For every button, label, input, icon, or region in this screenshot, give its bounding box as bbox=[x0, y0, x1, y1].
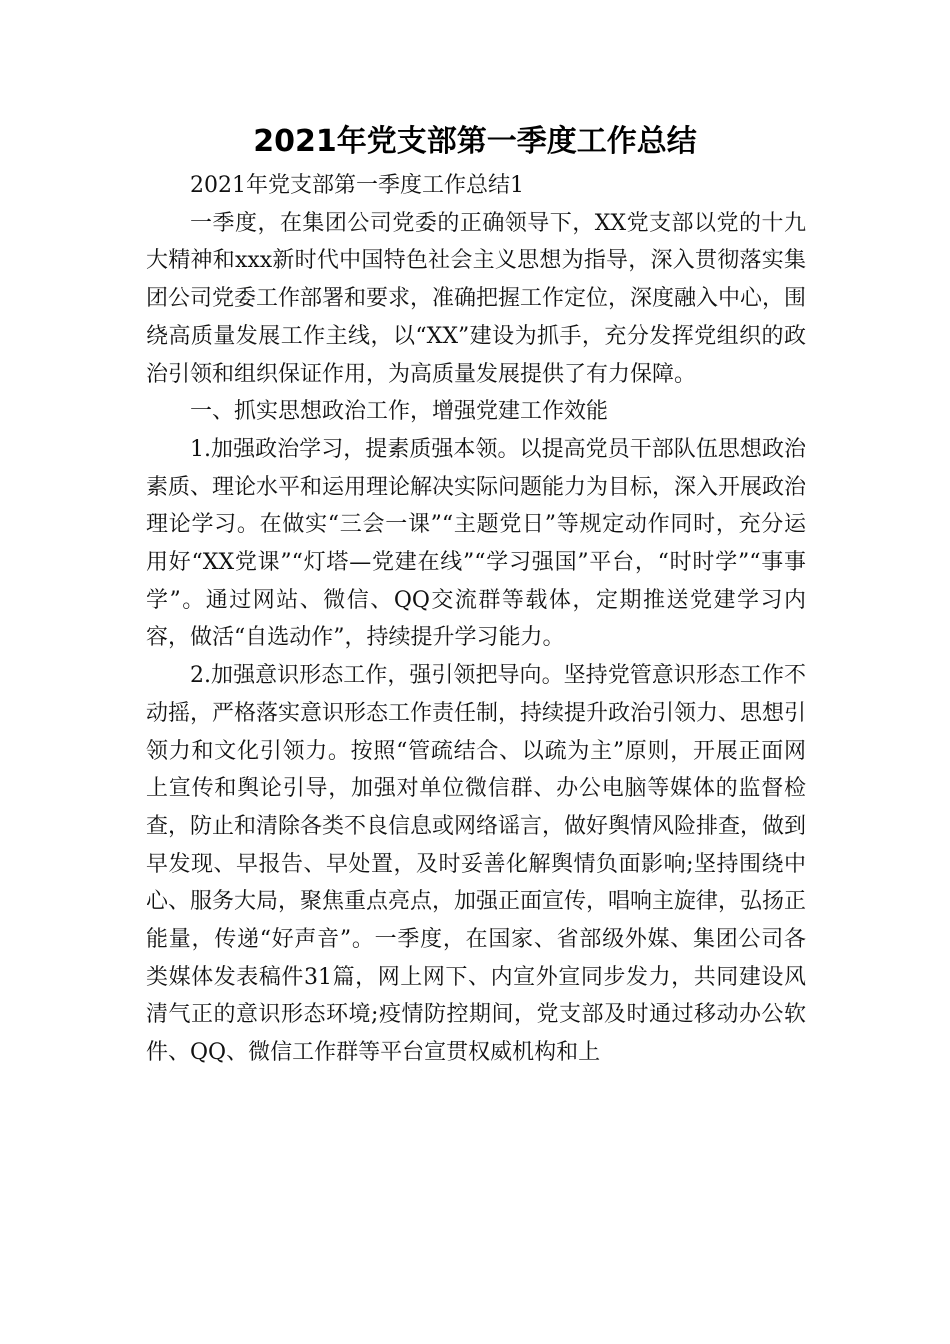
document-body bbox=[146, 167, 806, 1072]
document-title: 2021年党支部第一季度工作总结 bbox=[253, 124, 697, 159]
section-heading: 一、抓实思想政治工作，增强党建工作效能 bbox=[190, 399, 609, 425]
intro-paragraph: 一季度，在集团公司党委的正确领导下，XX党支部以党的十九大精神和xxx新时代中国特色社会主义思想为指导，深入贯彻落实集团公司党委工作部署和要求，准确把握工作定位，深度融入中心，围绕高质量发展工作主线，以“XX”建设为抓手，充分发挥党组织的政治引领和组织保证作用，为高质量发展提供了有力保障。 bbox=[146, 210, 807, 387]
subtitle-paragraph: 2021年党支部第一季度工作总结1 bbox=[190, 173, 524, 198]
body-paragraph-1: 1.加强政治学习，提素质强本领。以提高党员干部队伍思想政治素质、理论水平和运用理论解决实际问题能力为目标，深入开展政治理论学习。在做实“三会一课”“主题党日”等规定动作同时，充分运用好“XX党课”“灯塔—党建在线”“学习强国”平台，“时时学”“事事学”。通过网站、微信、QQ交流群等载体，定期推送党建学习内容，做活“自选动作”，持续提升学习能力。 bbox=[146, 436, 807, 651]
body-paragraph-2: 2.加强意识形态工作，强引领把导向。坚持党管意识形态工作不动摇，严格落实意识形态工作责任制，持续提升政治引领力、思想引领力和文化引领力。按照“管疏结合、以疏为主”原则，开展正面网上宣传和舆论引导，加强对单位微信群、办公电脑等媒体的监督检查，防止和清除各类不良信息或网络谣言，做好舆情风险排查，做到早发现、早报告、早处置，及时妥善化解舆情负面影响;坚持围绕中心、服务大局，聚焦重点亮点，加强正面宣传，唱响主旋律，弘扬正能量，传递“好声音”。一季度，在国家、省部级外媒、集团公司各类媒体发表稿件31篇，网上网下、内宣外宣同步发力，共同建设风清气正的意识形态环境;疫情防控期间，党支部及时通过移动办公软件、QQ、微信工作群等平台宣贯权威机构和上 bbox=[146, 663, 807, 1066]
